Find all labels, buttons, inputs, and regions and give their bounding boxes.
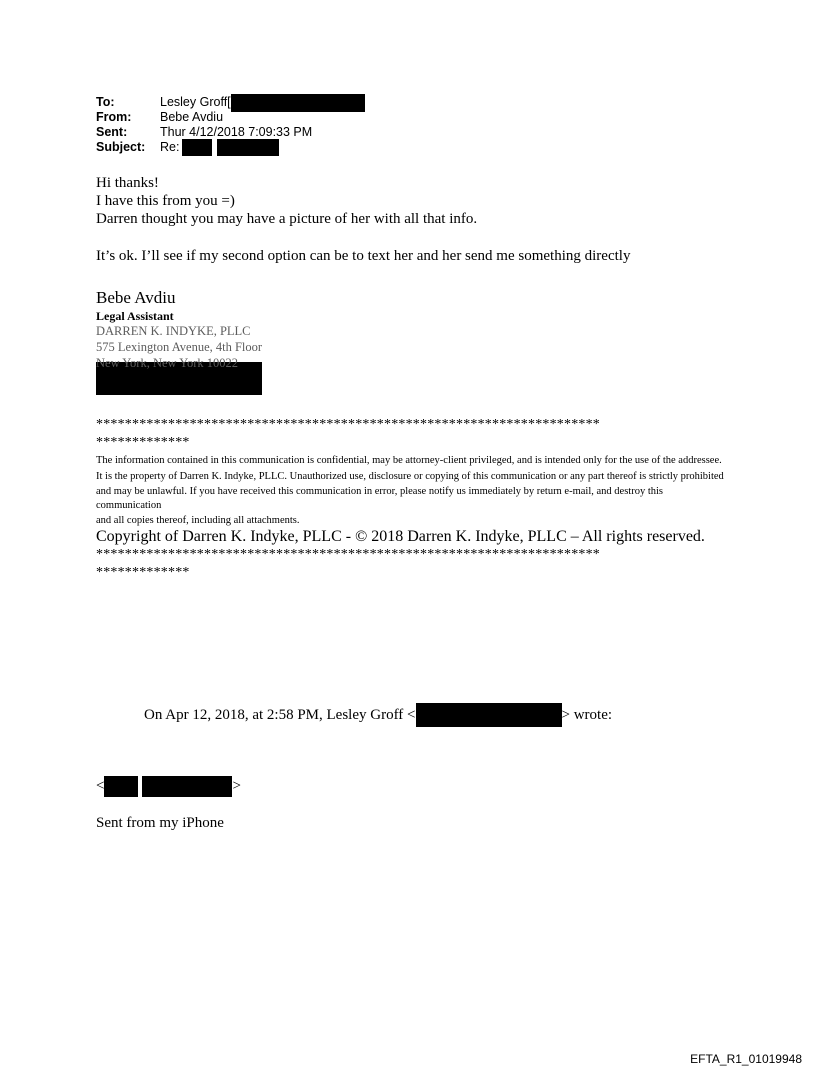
signature-address-line2: New York, New York 10022 xyxy=(96,356,239,370)
sent-label: Sent: xyxy=(96,125,128,139)
signature-address-line1: 575 Lexington Avenue, 4th Floor xyxy=(96,340,263,354)
signature-firm: DARREN K. INDYKE, PLLC xyxy=(96,324,251,338)
document-id: EFTA_R1_01019948 xyxy=(690,1052,802,1066)
header-sent-row xyxy=(96,125,365,140)
header-subject-row xyxy=(96,140,365,155)
quoted-wrote: > wrote: xyxy=(561,707,613,723)
to-label: To: xyxy=(96,95,115,109)
from-label: From: xyxy=(96,110,132,124)
body-line: Hi thanks! xyxy=(96,175,159,191)
sent-value: Thur 4/12/2018 7:09:33 PM xyxy=(160,125,313,139)
separator-stars: ********************************************************************** xyxy=(96,546,600,562)
body-line: I have this from you =) xyxy=(96,193,235,209)
signature-block xyxy=(96,288,262,395)
redaction-box xyxy=(231,94,365,112)
confidentiality-disclaimer xyxy=(96,416,726,582)
subject-label: Subject: xyxy=(96,140,146,154)
header-from-row xyxy=(96,110,365,125)
disclaimer-text: The information contained in this communication is confidential, may be attorney-client privileged, and is intended only for the use of the addressee. xyxy=(96,455,722,466)
bracket-open: < xyxy=(96,777,105,794)
header-to-row xyxy=(96,95,365,110)
redaction-box xyxy=(142,776,232,797)
bracket-close: > xyxy=(232,777,241,794)
quoted-reply-header xyxy=(144,703,612,727)
subject-value: Re: xyxy=(160,140,180,154)
signature-title: Legal Assistant xyxy=(96,309,174,323)
from-value: Bebe Avdiu xyxy=(160,110,224,124)
email-header xyxy=(96,95,365,155)
body-line: Darren thought you may have a picture of her with all that info. xyxy=(96,211,478,227)
separator-stars: ************* xyxy=(96,435,190,450)
quoted-redacted-link xyxy=(96,775,241,797)
disclaimer-text: and all copies thereof, including all attachments. xyxy=(96,515,300,526)
redaction-box xyxy=(217,139,279,156)
to-value: Lesley Groff[ xyxy=(160,95,231,109)
redaction-box xyxy=(416,703,562,727)
quoted-intro: On Apr 12, 2018, at 2:58 PM, Lesley Groff < xyxy=(144,707,416,723)
separator-stars: ********************************************************************** xyxy=(96,417,600,432)
disclaimer-text: It is the property of Darren K. Indyke, PLLC. Unauthorized use, disclosure or copying of this communication or any part thereof is strictly prohibited xyxy=(96,470,724,482)
disclaimer-text: and may be unlawful. If you have received this communication in error, please notify us immediately by return e-mail, and destroy this communication xyxy=(96,486,663,511)
sent-from-iphone: Sent from my iPhone xyxy=(96,815,224,831)
copyright-notice: Copyright of Darren K. Indyke, PLLC - © 2018 Darren K. Indyke, PLLC – All rights reserved. xyxy=(96,527,705,545)
redaction-box xyxy=(104,776,138,797)
redaction-box xyxy=(182,139,212,156)
email-body xyxy=(96,174,630,265)
body-line: It’s ok. I’ll see if my second option can be to text her and her send me something directly xyxy=(96,248,631,264)
signature-name: Bebe Avdiu xyxy=(96,288,176,307)
separator-stars: ************* xyxy=(96,564,190,580)
